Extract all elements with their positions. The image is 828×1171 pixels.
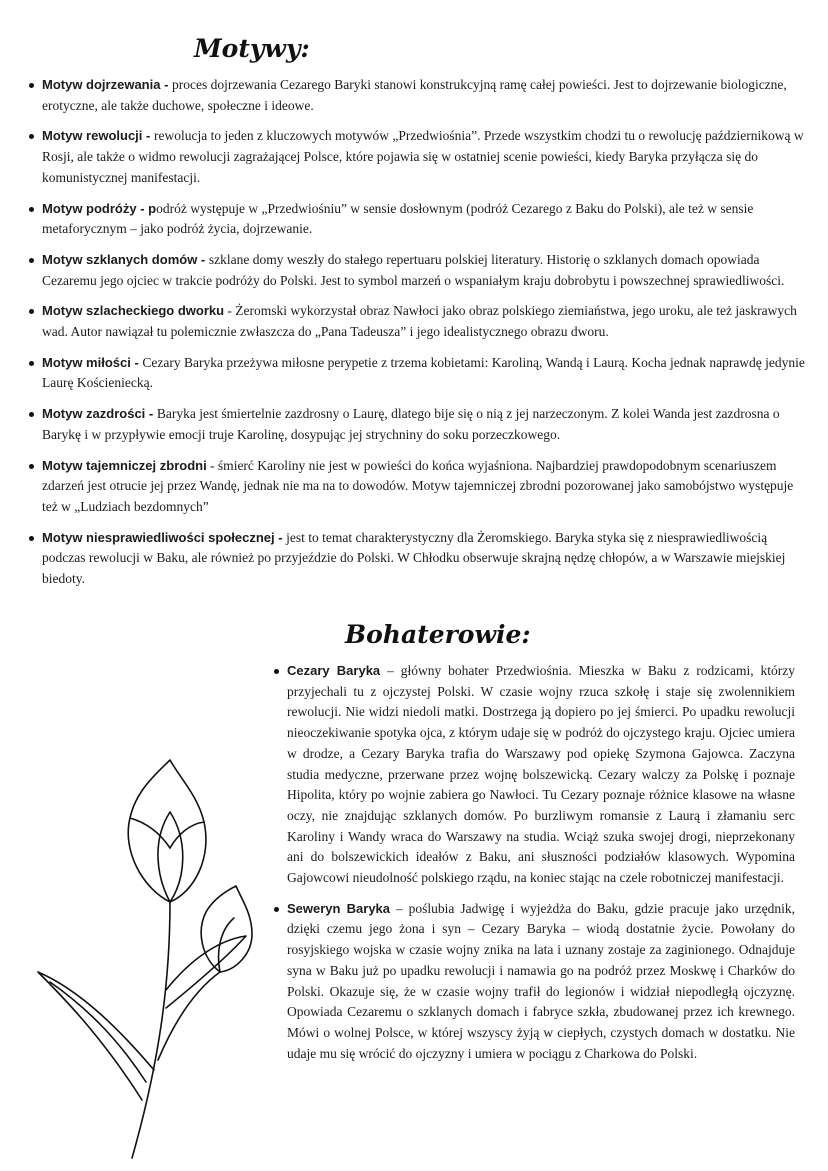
list-item — [42, 199, 810, 240]
motif-desc: - Żeromski wykorzystał obraz Nawłoci jako obraz polskiego ziemiaństwa, jego uroku, ale też jaskrawych wad. Autor nawiązał tu polemicznie zwłaszcza do „Pana Tadeusza” i jego idealistycznego obrazu dworu. — [42, 303, 797, 340]
motif-term: Motyw podróży - p — [42, 200, 157, 216]
motifs-list — [42, 75, 810, 600]
list-item — [42, 404, 810, 445]
motif-term: Motyw dojrzewania - — [42, 77, 173, 92]
motif-desc: odróż występuje w „Przedwiośniu” w sensie dosłownym (podróż Cezarego z Baku do Polski), ale też w sensie metaforycznym – jako podróż życia, dojrzewanie. — [42, 200, 754, 237]
motif-term: Motyw niesprawiedliwości społecznej - — [42, 529, 287, 545]
list-item — [287, 899, 795, 1065]
list-item — [42, 456, 810, 518]
list-item — [42, 301, 810, 342]
motif-term: Motyw tajemniczej zbrodni — [42, 457, 207, 473]
tulip-illustration — [20, 690, 260, 1160]
motif-term: Motyw miłości - — [42, 354, 143, 370]
hero-name: Cezary Baryka — [287, 663, 381, 678]
hero-desc: – główny bohater Przedwiośnia. Mieszka w Baku z rodzicami, którzy przyjechali tu z ojczystej Polski. W czasie wojny rzuca szkołę i staje się zwolennikiem rewolucji. Nie widzi niedoli matki. Dostrzega ją dopiero po jej śmierci. Po upadku rewolucji nieoczekiwanie spotyka ojca, z którym udaje się w podróż do ojczystego kraju. Ojciec umiera w drodze, a Cezary Baryka trafia do Warszawy pod opiekę Szymona Gajowca. Zaczyna studia medyczne, przerwane przez wojnę bolszewicką. Cezary walczy za Polskę i poznaje Hipolita, który po wojnie zabiera go Nawłoci. Tu Cezary poznaje różnice klasowe na własne oczy, nie znajdując szklanych domów. Po burzliwym romansie z Laurą i złamaniu serc Karoliny i Wandy wraca do Warszawy na studia. Wciąż szuka swojej drogi, nieprzekonany ani do bolszewickich ideałów z Baku, ani słuszności podziałów klasowych. Wypomina Gajowcowi nieudolność polskiego rządu, na koniec stając na czele robotniczej manifestacji. — [287, 663, 795, 886]
motif-desc: proces dojrzewania Cezarego Baryki stanowi konstrukcyjną ramę całej powieści. Jest to dojrzewanie biologiczne, erotyczne, ale także duchowe, społeczne i ideowe. — [42, 77, 787, 113]
list-item — [42, 353, 810, 394]
motif-desc: jest to temat charakterystyczny dla Żeromskiego. Baryka styka się z niesprawiedliwością podczas rewolucji w Baku, ale również po przyjeździe do Polski. W Chłodku obserwuje skrajną nędzę chłopów, a w Warszawie miejskiej biedoty. — [42, 529, 786, 587]
motif-term: Motyw szklanych domów - — [42, 251, 209, 267]
heroes-heading: Bohaterowie: — [345, 620, 531, 649]
heroes-list — [287, 661, 795, 1074]
motif-desc: szklane domy weszły do stałego repertuaru polskiej literatury. Historię o szklanych domach opowiada Cezaremu jego ojciec w trakcie podróży do Polski. Jest to symbol marzeń o wspaniałym kraju dobrobytu i powszechnej sprawiedliwości. — [42, 251, 785, 288]
list-item — [42, 528, 810, 590]
list-item — [287, 661, 795, 889]
motif-desc: Baryka jest śmiertelnie zazdrosny o Laurę, dlatego bije się o nią z jej narzeczonym. Z kolei Wanda jest zazdrosna o Barykę i w przypływie emocji truje Karolinę, dosypując jej strychniny do soku porzeczkowego. — [42, 406, 780, 442]
motif-term: Motyw rewolucji - — [42, 128, 154, 144]
list-item — [42, 250, 810, 291]
hero-name: Seweryn Baryka — [287, 900, 391, 916]
motif-term: Motyw zazdrości - — [42, 406, 157, 422]
motif-desc: Cezary Baryka przeżywa miłosne perypetie z trzema kobietami: Karoliną, Wandą i Laurą. Kocha jednak naprawdę jedynie Laurę Kościeniecką. — [42, 354, 805, 391]
list-item — [42, 75, 810, 116]
hero-desc: – poślubia Jadwigę i wyjeżdża do Baku, gdzie pracuje jako urzędnik, dzięki czemu jego żona i syn – Cezary Baryka – wiodą dostatnie życie. Powołany do rosyjskiego wojska w czasie wojny znika na lata i uznany zostaje za zaginionego. Odnajduje syna w Baku już po upadku rewolucji i namawia go na podróż przez Moskwę i Charków do Polski. Okazuje się, że w czasie wojny trafił do legionów i widział niepodległą ojczyznę. Opowiada Cezaremu o szklanych domach i fabryce szkła, zbudowanej przez ich krewnego. Mówi o wolnej Polsce, w której wszyscy żyją w ciepłych, czystych domach w dostatku. Nie udaje mu się wrócić do ojczyzny i umiera w pociągu z Charkowa do Polski. — [287, 900, 796, 1061]
motifs-heading: Motywy: — [194, 34, 310, 63]
motif-desc: - śmierć Karoliny nie jest w powieści do końca wyjaśniona. Najbardziej prawdopodobnym scenariuszem zdarzeń jest otrucie jej przez Wandę, jednak nie ma na to dowodów. Motyw tajemniczej zbrodni pozorowanej jako samobójstwo występuje też w „Ludziach bezdomnych” — [42, 457, 794, 514]
motif-desc: rewolucja to jeden z kluczowych motywów „Przedwiośnia”. Przede wszystkim chodzi tu o rewolucję październikową w Rosji, ale także o widmo rewolucji zagrażającej Polsce, które pojawia się w ostatniej scenie powieści, kiedy Baryka przyłącza się do komunistycznej manifestacji. — [42, 128, 804, 185]
motif-term: Motyw szlacheckiego dworku — [42, 303, 225, 319]
list-item — [42, 126, 810, 188]
